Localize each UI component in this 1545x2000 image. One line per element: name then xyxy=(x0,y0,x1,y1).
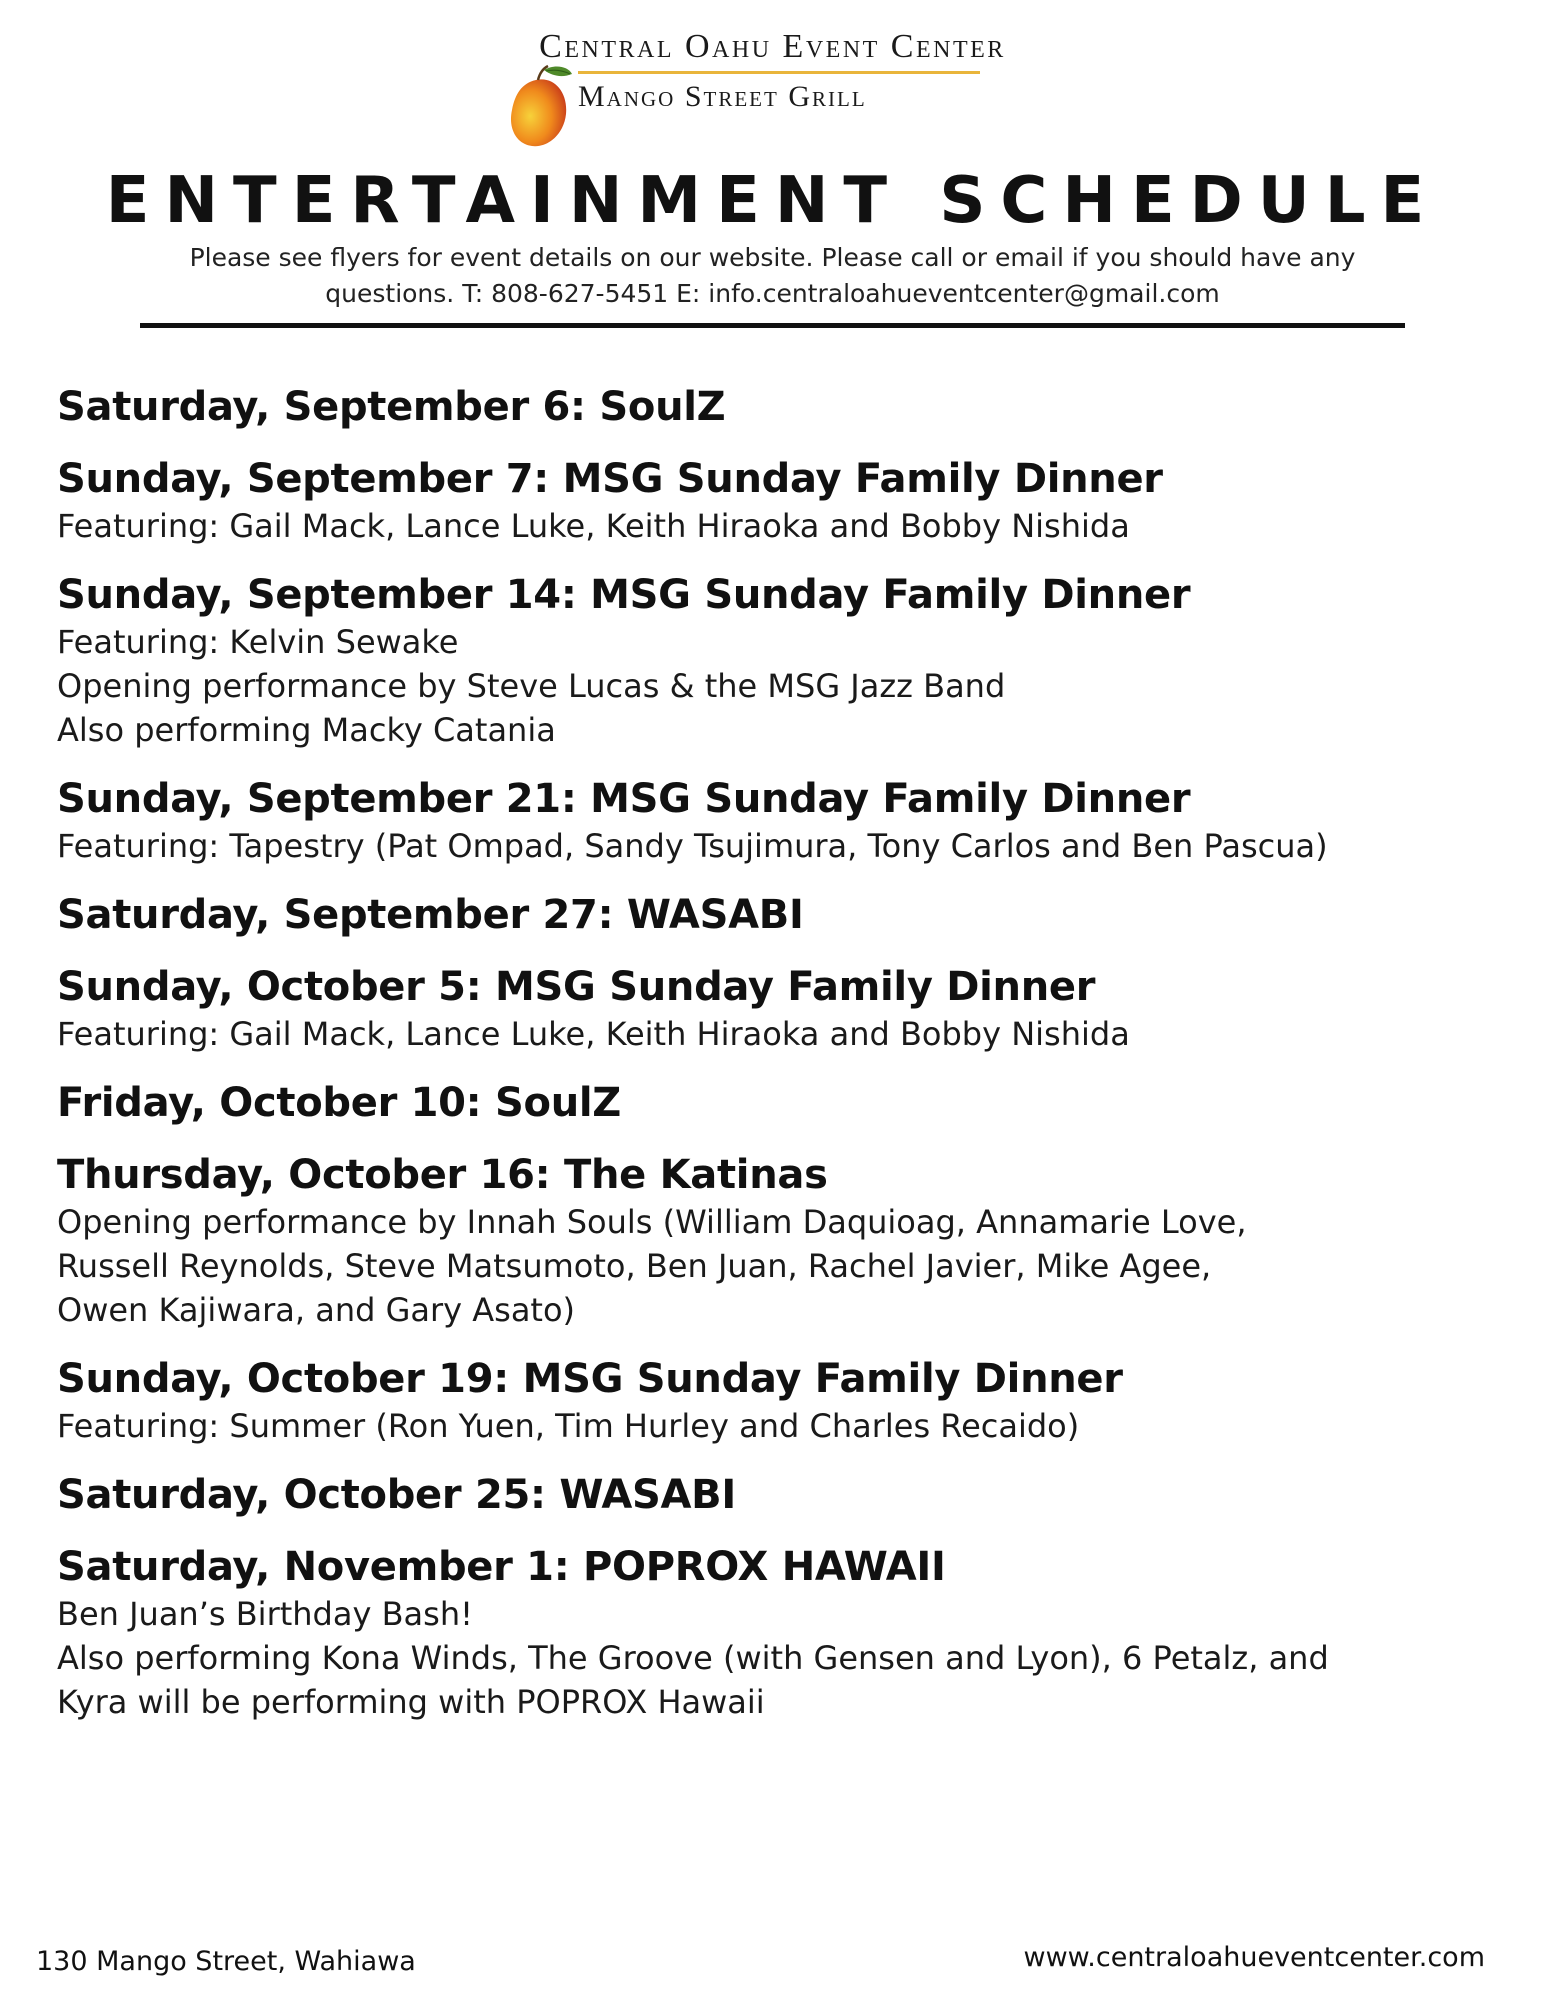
event-item xyxy=(57,1150,1497,1332)
header-divider xyxy=(140,323,1405,328)
event-detail-line: Kyra will be performing with POPROX Hawaii xyxy=(57,1683,765,1721)
event-item xyxy=(57,962,1497,1056)
mango-icon xyxy=(502,62,576,152)
gold-divider xyxy=(578,71,980,74)
event-title: Sunday, September 14: MSG Sunday Family Dinner xyxy=(57,572,1191,618)
event-detail-line: Featuring: Gail Mack, Lance Luke, Keith Hiraoka and Bobby Nishida xyxy=(57,507,1130,545)
event-item xyxy=(57,570,1497,752)
event-title: Thursday, October 16: The Katinas xyxy=(57,1152,828,1198)
event-detail-line: Also performing Kona Winds, The Groove (with Gensen and Lyon), 6 Petalz, and xyxy=(57,1639,1329,1677)
event-item xyxy=(57,774,1497,868)
event-detail-line: Featuring: Gail Mack, Lance Luke, Keith Hiraoka and Bobby Nishida xyxy=(57,1015,1130,1053)
event-item xyxy=(57,382,1497,432)
grill-name: Mango Street Grill xyxy=(578,80,867,113)
event-title: Saturday, September 6: SoulZ xyxy=(57,384,726,430)
event-detail-line: Owen Kajiwara, and Gary Asato) xyxy=(57,1291,576,1329)
event-item xyxy=(57,1354,1497,1448)
event-item xyxy=(57,1542,1497,1724)
event-detail-line: Featuring: Tapestry (Pat Ompad, Sandy Tsujimura, Tony Carlos and Ben Pascua) xyxy=(57,827,1328,865)
event-title: Saturday, November 1: POPROX HAWAII xyxy=(57,1544,946,1590)
event-list xyxy=(57,382,1497,1746)
event-detail-line: Russell Reynolds, Steve Matsumoto, Ben Juan, Rachel Javier, Mike Agee, xyxy=(57,1247,1212,1285)
event-item xyxy=(57,1078,1497,1128)
event-title: Sunday, October 5: MSG Sunday Family Dinner xyxy=(57,964,1096,1010)
footer-website[interactable]: www.centraloahueventcenter.com xyxy=(1023,1942,1485,1973)
intro-text xyxy=(150,240,1395,312)
event-item xyxy=(57,1470,1497,1520)
venue-name: Central Oahu Event Center xyxy=(539,28,1006,65)
intro-line-1: Please see flyers for event details on our website. Please call or email if you should have any xyxy=(189,243,1356,272)
event-title: Saturday, September 27: WASABI xyxy=(57,892,804,938)
page-title: ENTERTAINMENT SCHEDULE xyxy=(105,164,1440,238)
event-detail-line: Opening performance by Steve Lucas & the MSG Jazz Band xyxy=(57,667,1006,705)
event-detail-line: Also performing Macky Catania xyxy=(57,711,556,749)
event-title: Sunday, October 19: MSG Sunday Family Dinner xyxy=(57,1356,1123,1402)
event-title: Friday, October 10: SoulZ xyxy=(57,1080,621,1126)
event-detail-line: Opening performance by Innah Souls (William Daquioag, Annamarie Love, xyxy=(57,1203,1247,1241)
event-title: Sunday, September 7: MSG Sunday Family Dinner xyxy=(57,456,1163,502)
event-item xyxy=(57,454,1497,548)
footer-address: 130 Mango Street, Wahiawa xyxy=(36,1946,416,1977)
event-item xyxy=(57,890,1497,940)
event-detail-line: Featuring: Summer (Ron Yuen, Tim Hurley and Charles Recaido) xyxy=(57,1407,1080,1445)
event-detail-line: Featuring: Kelvin Sewake xyxy=(57,623,459,661)
event-title: Saturday, October 25: WASABI xyxy=(57,1472,736,1518)
intro-line-2: questions. T: 808-627-5451 E: info.centraloahueventcenter@gmail.com xyxy=(325,279,1220,308)
event-detail-line: Ben Juan’s Birthday Bash! xyxy=(57,1595,473,1633)
event-title: Sunday, September 21: MSG Sunday Family Dinner xyxy=(57,776,1191,822)
